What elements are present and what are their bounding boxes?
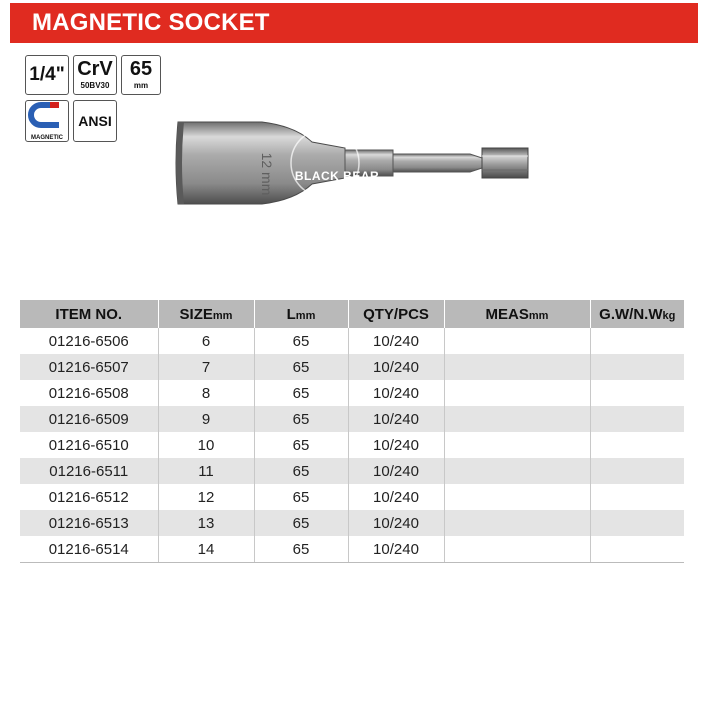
cell-meas [444, 536, 590, 563]
cell-length: 65 [254, 380, 348, 406]
table-row [20, 432, 684, 458]
table-row [20, 536, 684, 563]
col-item-no: ITEM NO. [20, 300, 158, 328]
cell-item-no: 01216-6510 [48, 436, 129, 454]
length-badge [121, 55, 161, 95]
cell-qty: 10/240 [348, 354, 444, 380]
magnetic-label: MAGNETIC [31, 135, 63, 141]
material-grade-text: 50BV30 [80, 81, 110, 90]
cell-meas [444, 458, 590, 484]
cell-item-no: 01216-6508 [48, 384, 129, 402]
col-qty-pcs: QTY/PCS [348, 300, 444, 328]
cell-meas [444, 432, 590, 458]
cell-weight [590, 354, 684, 380]
cell-qty: 10/240 [348, 432, 444, 458]
table-row [20, 406, 684, 432]
cell-qty: 10/240 [348, 380, 444, 406]
cell-length: 65 [254, 510, 348, 536]
cell-item-no: 01216-6514 [20, 536, 158, 563]
cell-length: 65 [254, 406, 348, 432]
magnetic-badge [25, 100, 69, 142]
cell-item-no: 01216-6512 [48, 488, 129, 506]
cell-qty: 10/240 [348, 510, 444, 536]
cell-size: 10 [158, 432, 254, 458]
table-row [20, 458, 684, 484]
table-row [20, 354, 684, 380]
cell-meas [444, 484, 590, 510]
cell-item-no: 01216-6507 [20, 354, 158, 380]
col-size: SIZEmm [158, 300, 254, 328]
cell-weight [590, 484, 684, 510]
title-bar [10, 3, 698, 43]
cell-weight [590, 510, 684, 536]
cell-qty: 10/240 [348, 406, 444, 432]
material-badge [73, 55, 117, 95]
cell-qty: 10/240 [348, 328, 444, 354]
cell-size: 9 [158, 406, 254, 432]
cell-length: 65 [254, 458, 348, 484]
table-row [20, 484, 684, 510]
cell-length: 65 [254, 328, 348, 354]
cell-item-no: 01216-6509 [20, 406, 158, 432]
cell-length: 65 [254, 536, 348, 563]
specification-table [20, 300, 684, 563]
cell-meas [444, 328, 590, 354]
cell-size: 12 [158, 484, 254, 510]
cell-item-no: 01216-6506 [48, 332, 129, 350]
magnet-icon [27, 101, 67, 129]
cell-size: 6 [158, 328, 254, 354]
cell-weight [590, 432, 684, 458]
cell-size: 13 [158, 510, 254, 536]
cell-length: 65 [254, 484, 348, 510]
cell-meas [444, 380, 590, 406]
cell-qty: 10/240 [348, 458, 444, 484]
length-text: 65 [129, 58, 153, 80]
cell-weight [590, 380, 684, 406]
table-row [20, 510, 684, 536]
cell-size: 7 [158, 354, 254, 380]
cell-weight [590, 458, 684, 484]
drive-size-badge [25, 55, 69, 95]
socket-engraving: 12 mm [259, 152, 275, 196]
col-meas: MEASmm [444, 300, 590, 328]
table-row [20, 328, 684, 354]
cell-qty: 10/240 [348, 536, 444, 563]
cell-length: 65 [254, 354, 348, 380]
cell-weight [590, 328, 684, 354]
cell-meas [444, 354, 590, 380]
ansi-text: ANSI [78, 113, 112, 129]
table-row [20, 380, 684, 406]
cell-item-no: 01216-6513 [20, 510, 158, 536]
cell-size: 8 [158, 380, 254, 406]
cell-size: 14 [158, 536, 254, 563]
material-text: CrV [77, 58, 113, 80]
cell-qty: 10/240 [348, 484, 444, 510]
table-header-row [20, 300, 684, 328]
page-title: MAGNETIC SOCKET [32, 9, 270, 36]
col-weight: G.W/N.Wkg [590, 300, 684, 328]
cell-meas [444, 510, 590, 536]
length-unit-text: mm [133, 81, 149, 90]
brand-watermark: BLACK BEAR [294, 169, 380, 183]
cell-item-no: 01216-6511 [20, 458, 158, 484]
cell-weight [590, 406, 684, 432]
col-length: Lmm [254, 300, 348, 328]
drive-size-text: 1/4" [29, 64, 65, 85]
cell-length: 65 [254, 432, 348, 458]
cell-meas [444, 406, 590, 432]
ansi-badge [73, 100, 117, 142]
magnetic-socket-image [170, 108, 540, 218]
cell-weight [590, 536, 684, 563]
cell-size: 11 [158, 458, 254, 484]
